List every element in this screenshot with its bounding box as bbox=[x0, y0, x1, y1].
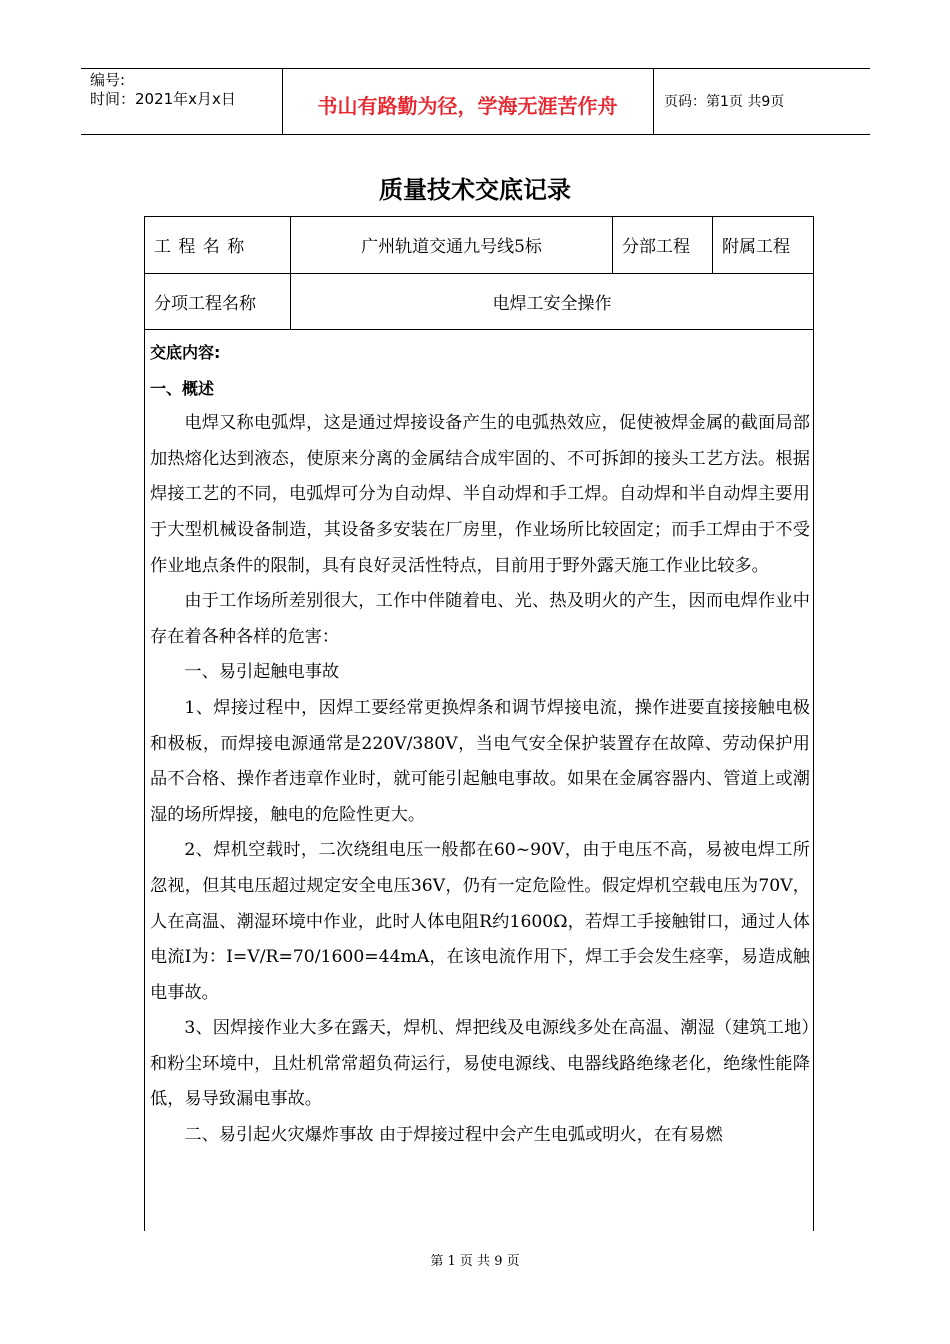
table-top-line bbox=[144, 216, 814, 217]
hazard-intro-paragraph: 由于工作场所差别很大，工作中伴随着电、光、热及明火的产生，因而电焊作业中存在着各种各样的危害： bbox=[150, 591, 810, 647]
electric-shock-heading: 一、易引起触电事故 bbox=[184, 662, 340, 683]
page-footer: 第 1 页 共 9 页 bbox=[430, 1254, 520, 1269]
table-row2-line bbox=[144, 329, 814, 330]
section-overview-heading: 一、概述 bbox=[150, 378, 215, 398]
header-divider-2 bbox=[653, 68, 654, 135]
sub-item-label: 分项工程名称 bbox=[154, 294, 256, 314]
attached-project-label: 附属工程 bbox=[722, 237, 790, 257]
sub-item-value: 电焊工安全操作 bbox=[492, 294, 612, 314]
fire-explosion-heading: 二、易引起火灾爆炸事故 由于焊接过程中会产生电弧或明火，在有易燃 bbox=[184, 1125, 723, 1146]
sub-division-label: 分部工程 bbox=[622, 237, 690, 257]
table-col-divider-3 bbox=[712, 216, 713, 274]
content-heading: 交底内容: bbox=[150, 343, 221, 362]
table-col-divider-2 bbox=[612, 216, 613, 274]
project-name-value: 广州轨道交通九号线5标 bbox=[361, 237, 542, 257]
page-info: 页码：第1页 共9页 bbox=[664, 94, 785, 110]
doc-time-label: 时间：2021年x月x日 bbox=[90, 90, 236, 108]
table-row1-line bbox=[144, 273, 814, 274]
header-bottom-line bbox=[81, 134, 870, 135]
disclosure-content bbox=[150, 335, 810, 1154]
page-title: 质量技术交底记录 bbox=[379, 176, 571, 204]
doc-number-label: 编号: bbox=[90, 71, 126, 89]
table-right-border bbox=[813, 216, 814, 1231]
shock-item-1: 1、焊接过程中，因焊工要经常更换焊条和调节焊接电流，操作进要直接接触电极和极板，而焊接电源通常是220V/380V，当电气安全保护装置存在故障、劳动保护用品不合格、操作者违章作业时，就可能引起触电事故。如果在金属容器内、管道上或潮湿的场所焊接，触电的危险性更大。 bbox=[150, 697, 810, 825]
shock-item-2: 2、焊机空载时，二次绕组电压一般都在60~90V，由于电压不高，易被电焊工所忽视，但其电压超过规定安全电压36V，仍有一定危险性。假定焊机空载电压为70V，人在高温、潮湿环境中作业，此时人体电阻R约1600Ω，若焊工手接触钳口，通过人体电流I为：I=V/R=70/1600=44mA，在该电流作用下，焊工手会发生痉挛，易造成触电事故。 bbox=[150, 840, 810, 1003]
table-left-border bbox=[144, 216, 145, 1231]
project-name-label: 工 程 名 称 bbox=[154, 237, 246, 257]
shock-item-3: 3、因焊接作业大多在露天，焊机、焊把线及电源线多处在高温、潮湿（建筑工地）和粉尘环境中，且灶机常常超负荷运行，易使电源线、电器线路绝缘老化，绝缘性能降低，易导致漏电事故。 bbox=[150, 1018, 810, 1110]
header-divider-1 bbox=[282, 68, 283, 135]
motto-text: 书山有路勤为径，学海无涯苦作舟 bbox=[317, 94, 618, 118]
header-top-line bbox=[81, 68, 870, 69]
overview-paragraph: 电焊又称电弧焊，这是通过焊接设备产生的电弧热效应，促使被焊金属的截面局部加热熔化达到液态，使原来分离的金属结合成牢固的、不可拆卸的接头工艺方法。根据焊接工艺的不同，电弧焊可分为自动焊、半自动焊和手工焊。自动焊和半自动焊主要用于大型机械设备制造，其设备多安装在厂房里，作业场所比较固定；而手工焊由于不受作业地点条件的限制，具有良好灵活性特点，目前用于野外露天施工作业比较多。 bbox=[150, 413, 810, 576]
